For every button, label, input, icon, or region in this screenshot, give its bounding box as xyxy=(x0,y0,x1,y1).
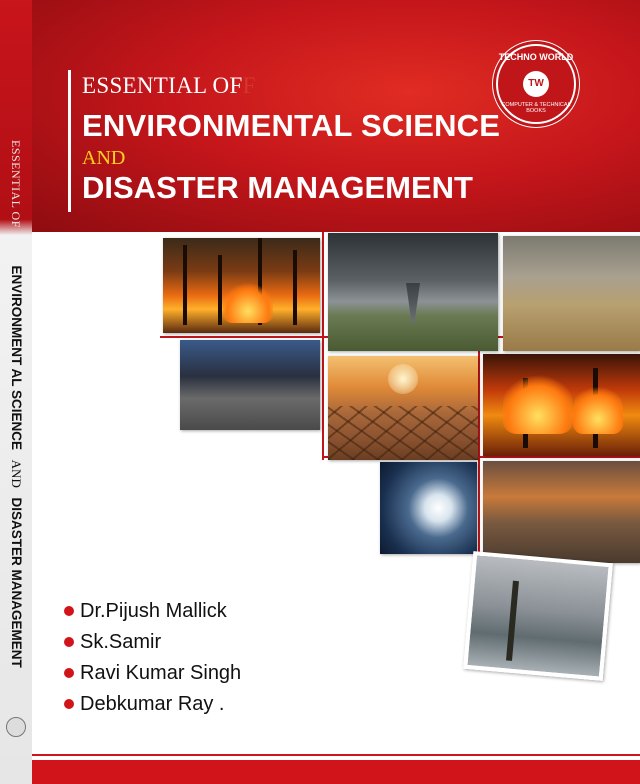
earthquake-photo xyxy=(180,340,320,430)
publisher-subtext: COMPUTER & TECHNICAL BOOKS xyxy=(501,102,571,114)
title-environmental-science: ENVIRONMENTAL SCIENCE xyxy=(82,108,501,143)
author-list xyxy=(64,600,241,724)
spine-title xyxy=(3,140,29,780)
publisher-mark: TW xyxy=(523,71,549,97)
title-essential-ghost: F xyxy=(242,73,256,98)
title-and: AND xyxy=(82,147,126,169)
publisher-name: TECHNO WORLD xyxy=(498,52,574,62)
footer-line xyxy=(32,754,640,756)
title-divider xyxy=(68,70,71,212)
spine-and: AND xyxy=(9,459,24,488)
author-name: Ravi Kumar Singh xyxy=(80,662,242,684)
publisher-logo xyxy=(496,44,576,124)
book-spine xyxy=(0,0,32,784)
flood-photo xyxy=(503,236,640,351)
author-item xyxy=(64,600,241,631)
title-disaster-management: DISASTER MANAGEMENT xyxy=(82,170,473,205)
title-essential xyxy=(82,73,256,99)
bullet-icon xyxy=(64,606,74,616)
storm-surge-photo xyxy=(463,551,613,681)
bullet-icon xyxy=(64,668,74,678)
spine-title-top: ESSENTIAL OF xyxy=(9,140,23,228)
wildfire-photo xyxy=(483,354,640,456)
grid-line xyxy=(322,232,324,460)
bullet-icon xyxy=(64,637,74,647)
drought-photo xyxy=(328,356,478,460)
spine-publisher-seal-icon xyxy=(6,717,26,737)
bullet-icon xyxy=(64,699,74,709)
destroyed-buildings-photo xyxy=(483,461,640,563)
title-essential-text: ESSENTIAL OF xyxy=(82,73,243,98)
author-name: Debkumar Ray . xyxy=(80,693,225,715)
author-item xyxy=(64,693,241,724)
cyclone-satellite-photo xyxy=(380,462,477,554)
tornado-photo xyxy=(328,233,498,351)
forest-fire-photo xyxy=(163,238,320,333)
author-name: Sk.Samir xyxy=(80,631,162,653)
author-item xyxy=(64,631,241,662)
author-name: Dr.Pijush Mallick xyxy=(80,600,227,622)
grid-line xyxy=(478,350,480,560)
footer-band xyxy=(32,760,640,784)
author-item xyxy=(64,662,241,693)
spine-title-main: ENVIRONMENT AL SCIENCE xyxy=(9,265,24,451)
spine-title-end: DISASTER MANAGEMENT xyxy=(9,497,24,668)
